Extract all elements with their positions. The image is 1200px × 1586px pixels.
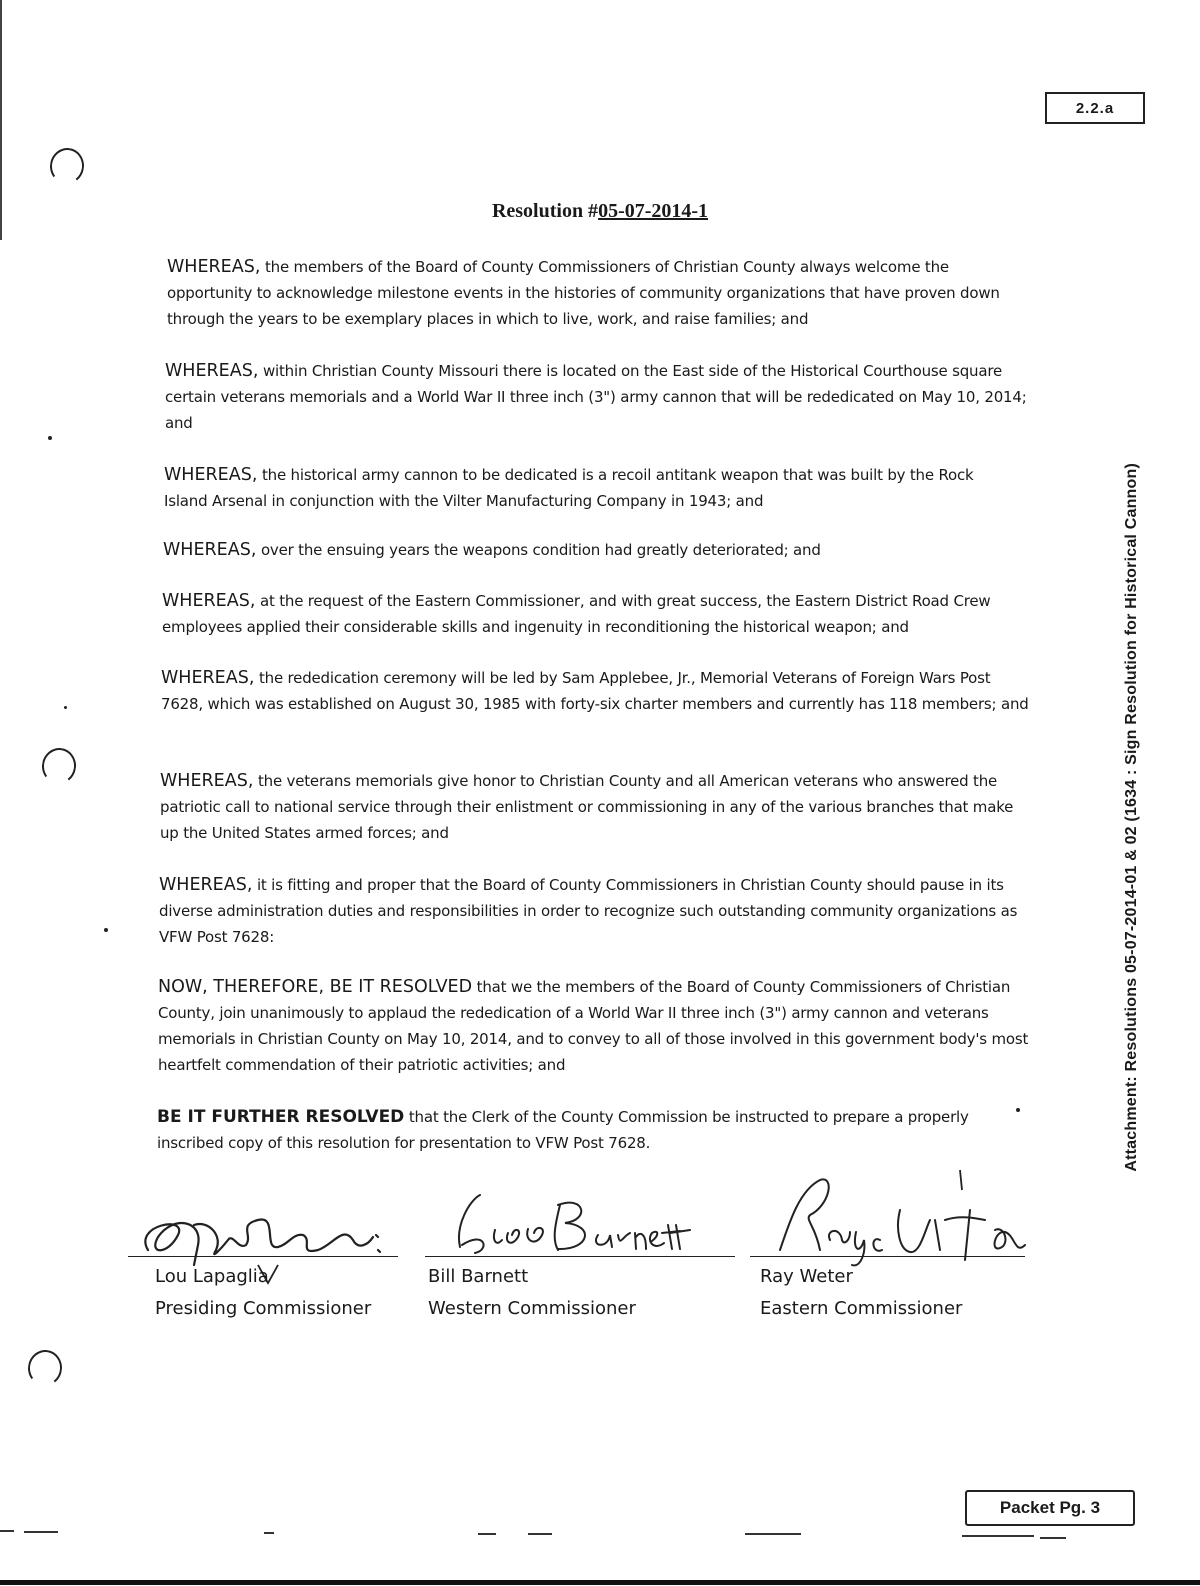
packet-page-number: Packet Pg. 3 <box>965 1490 1135 1526</box>
speck <box>48 436 52 440</box>
whereas-paragraph-5 <box>162 588 1022 640</box>
resolution-title <box>0 200 1200 223</box>
agenda-tag: 2.2.a <box>1045 92 1145 124</box>
whereas-paragraph-6 <box>161 665 1036 717</box>
paragraph-text: that the Clerk of the County Commission be instructed to prepare a properly inscribed copy of this resolution for presentation to VFW Post 7628. <box>157 1108 969 1152</box>
resolved-paragraph <box>158 974 1033 1078</box>
scan-mark <box>528 1533 552 1535</box>
signature-line <box>750 1256 1025 1257</box>
paragraph-text: the rededication ceremony will be led by Sam Applebee, Jr., Memorial Veterans of Foreign Wars Post 7628, which was established on August 30, 1985 with forty-six charter members and currently has 118 members; and <box>161 669 1029 713</box>
signer-name: Ray Weter <box>760 1266 853 1287</box>
further-resolved-paragraph <box>157 1104 997 1156</box>
punch-hole <box>40 746 79 786</box>
paragraph-text: over the ensuing years the weapons condition had greatly deteriorated; and <box>256 541 821 559</box>
scan-mark <box>1040 1537 1066 1539</box>
paragraph-lead: WHEREAS, <box>159 875 253 895</box>
paragraph-text: at the request of the Eastern Commissioner, and with great success, the Eastern District Road Crew employees applied their considerable skills and ingenuity in reconditioning the historical weapon; and <box>162 592 991 636</box>
paragraph-text: the veterans memorials give honor to Christian County and all American veterans who answered the patriotic call to national service through their enlistment or commissioning in any of the various branches that make up the United States armed forces; and <box>160 772 1014 842</box>
scan-mark <box>745 1533 801 1535</box>
scan-mark <box>478 1533 496 1535</box>
signature-line <box>425 1256 735 1257</box>
paragraph-lead: WHEREAS, <box>160 771 254 791</box>
resolution-number: 05-07-2014-1 <box>598 200 709 222</box>
signer-role: Presiding Commissioner <box>155 1298 372 1319</box>
title-prefix: Resolution # <box>491 200 599 222</box>
attachment-text: Attachment: Resolutions 05-07-2014-01 & 02 (1634 : Sign Resolution for Historical Cannon) <box>1123 462 1140 1172</box>
punch-hole <box>26 1348 65 1388</box>
signature-barnett <box>440 1185 740 1265</box>
paragraph-text: it is fitting and proper that the Board of County Commissioners in Christian County should pause in its diverse administration duties and responsibilities in order to recognize such outstanding community organizations as VFW Post 7628: <box>159 876 1018 946</box>
whereas-paragraph-1 <box>167 254 1035 332</box>
paragraph-text: the historical army cannon to be dedicated is a recoil antitank weapon that was built by the Rock Island Arsenal in conjunction with the Vilter Manufacturing Company in 1943; and <box>164 466 974 510</box>
signer-role: Western Commissioner <box>428 1298 636 1319</box>
whereas-paragraph-4 <box>163 537 1023 563</box>
scan-mark <box>24 1531 58 1533</box>
paragraph-lead: BE IT FURTHER RESOLVED <box>157 1107 405 1127</box>
paragraph-lead: WHEREAS, <box>162 591 256 611</box>
punch-hole <box>48 146 87 186</box>
attachment-side-note <box>1112 412 1152 1222</box>
whereas-paragraph-3 <box>164 462 1019 514</box>
whereas-paragraph-7 <box>160 768 1030 846</box>
signature-weter <box>760 1160 1040 1270</box>
signature-line <box>128 1256 398 1257</box>
paragraph-text: the members of the Board of County Commissioners of Christian County always welcome the opportunity to acknowledge milestone events in the histories of community organizations that have proven down through the years to be exemplary places in which to live, work, and raise families; and <box>167 258 1000 328</box>
paragraph-text: that we the members of the Board of County Commissioners of Christian County, join unanimously to applaud the rededication of a World War II three inch (3") army cannon and veterans memorials in Christian County on May 10, 2014, and to convey to all of those involved in this government body's most heartfelt commendation of their patriotic activities; and <box>158 978 1029 1074</box>
page-edge-bottom <box>0 1580 1200 1585</box>
speck <box>104 928 108 932</box>
speck <box>1016 1108 1020 1112</box>
paragraph-lead: WHEREAS, <box>167 257 261 277</box>
whereas-paragraph-2 <box>165 358 1035 436</box>
paragraph-lead: NOW, THEREFORE, BE IT RESOLVED <box>158 977 473 997</box>
paragraph-text: within Christian County Missouri there is located on the East side of the Historical Courthouse square certain veterans memorials and a World War II three inch (3") army cannon that will be rededicated on May 10, 2014; and <box>165 362 1027 432</box>
signer-name: Lou Lapaglia <box>155 1266 269 1287</box>
signer-name: Bill Barnett <box>428 1266 529 1287</box>
paragraph-lead: WHEREAS, <box>165 361 259 381</box>
paragraph-lead: WHEREAS, <box>161 668 255 688</box>
scan-mark <box>962 1535 1034 1537</box>
whereas-paragraph-8 <box>159 872 1019 950</box>
paragraph-lead: WHEREAS, <box>163 540 257 560</box>
scan-mark <box>0 1530 14 1532</box>
paragraph-lead: WHEREAS, <box>164 465 258 485</box>
scan-mark <box>264 1532 274 1534</box>
signer-role: Eastern Commissioner <box>760 1298 963 1319</box>
speck <box>64 706 67 709</box>
